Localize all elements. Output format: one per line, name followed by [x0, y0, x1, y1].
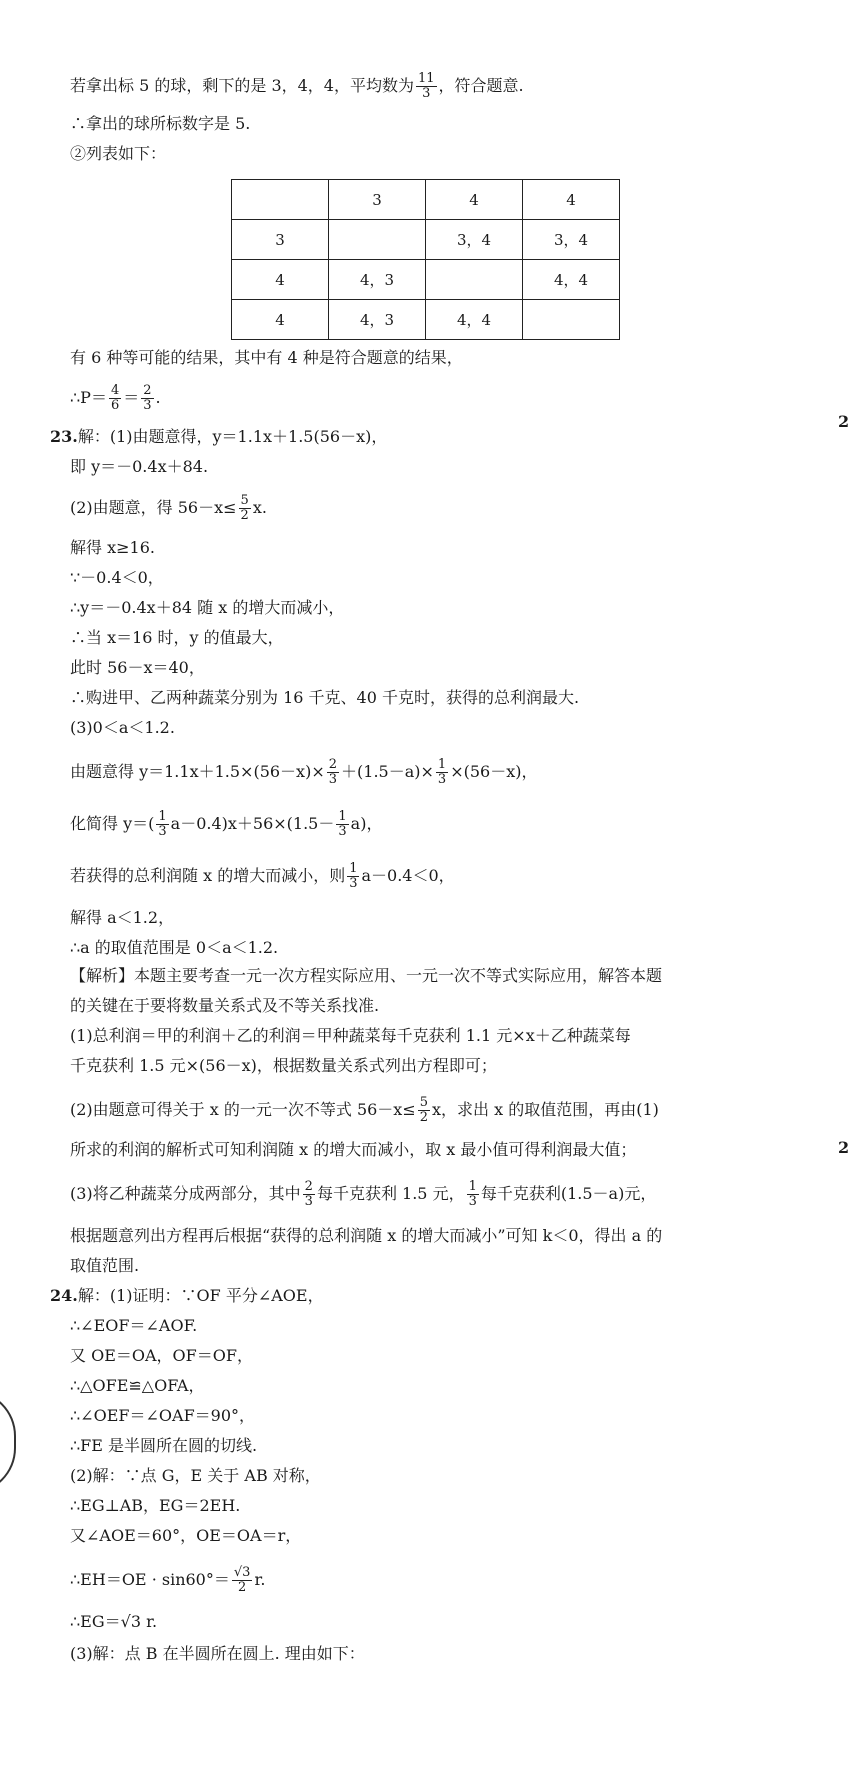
question-number: 24. [50, 1286, 78, 1305]
fraction: $\frac{1}{3}$ [437, 757, 447, 787]
text-line: ∴EG⊥AB，EG＝2EH. [70, 1496, 241, 1515]
fraction: $\frac{1}{3}$ [349, 861, 358, 891]
table-cell [329, 220, 426, 260]
table-cell: 4，3 [329, 300, 426, 340]
table-cell: 4 [426, 180, 523, 220]
text-line: 此时 56－x＝40， [70, 658, 205, 677]
text-line: ∴∠OEF＝∠OAF＝90°， [70, 1406, 256, 1425]
analysis-line: 根据题意列出方程再后根据“获得的总利润随 x 的增大而减小”可知 k＜0，得出 a 的 [70, 1226, 663, 1245]
fraction: $\frac{11}{3}$ [417, 71, 435, 101]
analysis-line: (2)由题意可得关于 x 的一元一次不等式 56－x≤ $\frac{5}{2}$ x，求出 x 的取值范围，再由(1) [70, 1095, 659, 1125]
text-line: 解得 a＜1.2， [70, 908, 175, 927]
table-cell: 3，4 [426, 220, 523, 260]
margin-mark: 2 [838, 1138, 850, 1157]
text-line: ∴EH＝OE · sin60°＝ $\frac{√3}{2}$ r. [70, 1565, 266, 1595]
table-cell: 3，4 [523, 220, 620, 260]
fraction: $\frac{2}{3}$ [304, 1179, 313, 1209]
text-line: 若获得的总利润随 x 的增大而减小，则 $\frac{1}{3}$ a－0.4＜0， [70, 861, 455, 891]
margin-mark: 2 [838, 412, 850, 431]
text-line: 又∠AOE＝60°，OE＝OA＝r， [70, 1526, 302, 1545]
text-line: 由题意得 y＝1.1x＋1.5×(56－x)× $\frac{2}{3}$ ＋(1.5－a)× $\frac{1}{3}$ ×(56－x)， [70, 757, 538, 787]
text-line: ∴FE 是半圆所在圆的切线. [70, 1436, 258, 1455]
text: 解：(1)证明：∵OF 平分∠AOE， [77, 1286, 324, 1305]
text-line: ∴P＝ $\frac{4}{6}$ ＝ $\frac{2}{3}$ . [70, 383, 161, 413]
text-line: 即 y＝－0.4x＋84. [70, 457, 209, 476]
fraction: $\frac{2}{3}$ [328, 757, 338, 787]
table-cell: 4，3 [329, 260, 426, 300]
table-cell: 4，4 [426, 300, 523, 340]
analysis-line: (1)总利润＝甲的利润＋乙的利润＝甲种蔬菜每千克获利 1.1 元×x＋乙种蔬菜每 [70, 1026, 631, 1045]
text-line: (2)解：∵点 G，E 关于 AB 对称， [70, 1466, 321, 1485]
table-cell: 3 [232, 220, 329, 260]
table-cell: 4，4 [523, 260, 620, 300]
question-number: 23. [50, 427, 78, 446]
table-cell [523, 300, 620, 340]
text-line: (3)0＜a＜1.2. [70, 718, 175, 737]
table-cell: 4 [523, 180, 620, 220]
text: ，符合题意. [438, 76, 524, 95]
analysis-line: 【解析】本题主要考查一元一次方程实际应用、一元一次不等式实际应用，解答本题 [70, 966, 663, 985]
text: 解：(1)由题意得，y＝1.1x＋1.5(56－x)， [77, 427, 388, 446]
question-23-header [50, 425, 387, 449]
table-row [232, 300, 620, 340]
text-line: ∴y＝－0.4x＋84 随 x 的增大而减小， [70, 598, 345, 617]
text-line: (3)解：点 B 在半圆所在圆上. 理由如下： [70, 1644, 365, 1663]
text-line: ∴当 x＝16 时，y 的值最大， [70, 628, 284, 647]
table-cell: 3 [329, 180, 426, 220]
analysis-line: 取值范围. [70, 1256, 140, 1275]
fraction: $\frac{1}{3}$ [468, 1179, 477, 1209]
text-line: ∴EG＝√3 r. [70, 1612, 158, 1631]
text-line: ∴拿出的球所标数字是 5. [70, 114, 251, 133]
analysis-line: (3)将乙种蔬菜分成两部分，其中 $\frac{2}{3}$ 每千克获利 1.5 元， $\frac{1}{3}$ 每千克获利(1.5－a)元， [70, 1179, 657, 1209]
text-line: ∴购进甲、乙两种蔬菜分别为 16 千克、40 千克时，获得的总利润最大. [70, 688, 580, 707]
text-line: ∴△OFE≌△OFA， [70, 1376, 205, 1395]
text-line [70, 72, 524, 101]
analysis-line: 所求的利润的解析式可知利润随 x 的增大而减小，取 x 最小值可得利润最大值； [70, 1140, 637, 1159]
fraction: $\frac{5}{2}$ [419, 1095, 429, 1125]
fraction: $\frac{1}{3}$ [338, 809, 347, 839]
text-line: ②列表如下： [70, 144, 167, 163]
text-line: ∵－0.4＜0， [70, 568, 164, 587]
question-24-header [50, 1284, 324, 1308]
analysis-line: 千克获利 1.5 元×(56－x)，根据数量关系式列出方程即可； [70, 1056, 497, 1075]
text-line: 解得 x≥16. [70, 538, 155, 557]
table-cell: 4 [232, 300, 329, 340]
fraction: $\frac{√3}{2}$ [233, 1565, 251, 1595]
fraction: $\frac{5}{2}$ [240, 493, 249, 523]
text-line: ∴∠EOF＝∠AOF. [70, 1316, 198, 1335]
text: 若拿出标 5 的球，剩下的是 3，4，4，平均数为 [70, 76, 414, 95]
table-row [232, 260, 620, 300]
fraction: $\frac{4}{6}$ [110, 383, 120, 413]
table-row [232, 180, 620, 220]
table-cell [426, 260, 523, 300]
fraction: $\frac{2}{3}$ [143, 383, 152, 413]
text-line: 又 OE＝OA，OF＝OF， [70, 1346, 253, 1365]
outcome-table [231, 179, 620, 340]
binding-arc [0, 1390, 16, 1494]
table-cell: 4 [232, 260, 329, 300]
text-line: 有 6 种等可能的结果，其中有 4 种是符合题意的结果， [70, 348, 463, 367]
table-cell [232, 180, 329, 220]
text-line: ∴a 的取值范围是 0＜a＜1.2. [70, 938, 279, 957]
text-line: 化简得 y＝( $\frac{1}{3}$ a－0.4)x＋56×(1.5－ $\frac{1}{3}$ a)， [70, 809, 383, 839]
fraction: $\frac{1}{3}$ [158, 809, 167, 839]
table-row [232, 220, 620, 260]
text-line: (2)由题意，得 56－x≤ $\frac{5}{2}$ x. [70, 493, 267, 523]
analysis-line: 的关键在于要将数量关系式及不等关系找准. [70, 996, 380, 1015]
